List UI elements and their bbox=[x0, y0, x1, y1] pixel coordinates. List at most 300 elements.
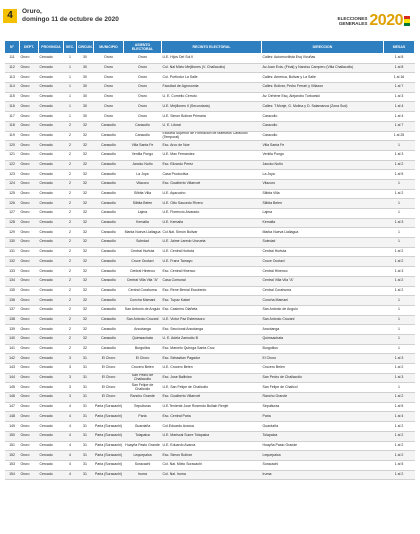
table-cell: Oruro bbox=[94, 102, 124, 112]
table-row bbox=[5, 422, 415, 432]
table-cell: 31 bbox=[77, 422, 94, 432]
table-cell: 129 bbox=[5, 228, 20, 238]
table-cell: Oruro bbox=[20, 102, 39, 112]
table-cell: Oruro bbox=[20, 305, 39, 315]
table-cell: 1 al 8 bbox=[384, 54, 415, 64]
table-cell: Esc. Gualberto Villarroel bbox=[162, 179, 262, 189]
table-cell: Caracollo bbox=[94, 247, 124, 257]
table-cell: 1 al 2 bbox=[384, 441, 415, 451]
table-cell: 1 al 2 bbox=[384, 451, 415, 461]
table-cell: 1 al 4 bbox=[384, 412, 415, 422]
table-cell: Central Hurtuta bbox=[124, 247, 162, 257]
table-cell: 1 al 7 bbox=[384, 83, 415, 93]
table-cell: Caracollo bbox=[94, 228, 124, 238]
table-cell: Jancko Nuño bbox=[124, 160, 162, 170]
table-cell: 1 al 3 bbox=[384, 150, 415, 160]
table-cell: Lequepalca bbox=[262, 451, 384, 461]
table-cell: 1 bbox=[384, 383, 415, 393]
table-cell: Esc. Casimiro Olañeta bbox=[162, 305, 262, 315]
table-cell: 114 bbox=[5, 83, 20, 93]
table-cell: 30 bbox=[77, 54, 94, 64]
table-cell: Oruro bbox=[20, 383, 39, 393]
table-cell: 2 bbox=[64, 296, 77, 306]
table-row bbox=[5, 54, 415, 64]
table-cell: Cercado bbox=[39, 247, 64, 257]
table-cell: Oruro bbox=[20, 199, 39, 209]
table-cell: Caracollo bbox=[94, 238, 124, 248]
table-row bbox=[5, 383, 415, 393]
table-cell: Central Corahuma bbox=[124, 286, 162, 296]
table-row bbox=[5, 267, 415, 277]
table-cell: 117 bbox=[5, 112, 20, 122]
table-row bbox=[5, 364, 415, 374]
table-cell: 32 bbox=[77, 276, 94, 286]
table-cell: 1 al 5 bbox=[384, 460, 415, 470]
table-cell: 151 bbox=[5, 441, 20, 451]
table-cell: 32 bbox=[77, 160, 94, 170]
table-cell: 1 al 2 bbox=[384, 160, 415, 170]
table-cell: El Choro bbox=[124, 354, 162, 364]
table-row bbox=[5, 451, 415, 461]
table-cell: Silbita Belen bbox=[124, 199, 162, 209]
table-cell: Soledad bbox=[262, 238, 384, 248]
table-cell: 3 bbox=[64, 354, 77, 364]
table-cell: 2 bbox=[64, 238, 77, 248]
table-row bbox=[5, 286, 415, 296]
table-cell: Central Hinenco bbox=[262, 267, 384, 277]
table-cell: U.E. Otto Saucedo Rivero bbox=[162, 199, 262, 209]
table-cell: Col.Eduardo Avaroa bbox=[162, 422, 262, 432]
table-cell: Caracollo bbox=[94, 305, 124, 315]
table-cell: Esc. Tupac Katari bbox=[162, 296, 262, 306]
table-cell: 1 al 4 bbox=[384, 112, 415, 122]
table-cell: Oruro bbox=[124, 73, 162, 83]
table-cell: San Antonio Cruzani bbox=[124, 315, 162, 325]
table-row bbox=[5, 189, 415, 199]
table-cell: Av. Dehene Esq. Alejandro Turtowski bbox=[262, 92, 384, 102]
table-cell: Central Hinenco bbox=[124, 267, 162, 277]
table-cell: 32 bbox=[77, 228, 94, 238]
table-cell: Oruro bbox=[124, 63, 162, 73]
table-cell: 31 bbox=[77, 470, 94, 480]
table-cell: Cercado bbox=[39, 160, 64, 170]
table-row bbox=[5, 305, 415, 315]
table-cell: 1 al 4 bbox=[384, 102, 415, 112]
table-cell: 32 bbox=[77, 296, 94, 306]
table-cell: 4 bbox=[64, 431, 77, 441]
table-cell: Sepulturas bbox=[124, 402, 162, 412]
table-cell: 154 bbox=[5, 470, 20, 480]
table-cell: 2 bbox=[64, 276, 77, 286]
table-cell: Oruro bbox=[20, 470, 39, 480]
table-cell: 2 bbox=[64, 286, 77, 296]
table-cell: Central Hurtuta bbox=[262, 247, 384, 257]
table-cell: Ancotanga bbox=[124, 325, 162, 335]
table-row bbox=[5, 63, 415, 73]
table-cell: Oruro bbox=[20, 121, 39, 131]
table-cell: Oruro bbox=[20, 460, 39, 470]
table-cell: Oruro bbox=[20, 286, 39, 296]
table-cell: 140 bbox=[5, 334, 20, 344]
table-cell: 31 bbox=[77, 373, 94, 383]
table-cell: Cercado bbox=[39, 383, 64, 393]
table-cell: 123 bbox=[5, 170, 20, 180]
table-cell: Cercado bbox=[39, 451, 64, 461]
table-row bbox=[5, 112, 415, 122]
table-cell: La Joya bbox=[124, 170, 162, 180]
polling-stations-table bbox=[4, 40, 415, 480]
table-cell: 2 bbox=[64, 305, 77, 315]
table-cell: Cercado bbox=[39, 54, 64, 64]
table-cell: Guardaña bbox=[262, 422, 384, 432]
table-cell: Cercado bbox=[39, 422, 64, 432]
table-cell: Cercado bbox=[39, 402, 64, 412]
table-cell: Av.Juan Evia. (Final) y Narciso Campero (Villa Challacollo) bbox=[262, 63, 384, 73]
table-cell: Concha Mamani bbox=[262, 296, 384, 306]
table-cell: Caracollo bbox=[94, 179, 124, 189]
table-row bbox=[5, 73, 415, 83]
table-cell: U.E. Crucero Belen bbox=[162, 364, 262, 374]
table-cell: Central Villa Vila "A" bbox=[124, 276, 162, 286]
table-cell: San Felipe de Chalicollo bbox=[124, 383, 162, 393]
table-cell: Cercado bbox=[39, 344, 64, 354]
table-cell: 1 bbox=[384, 305, 415, 315]
table-cell: Cercado bbox=[39, 170, 64, 180]
table-cell: Vilacoro bbox=[124, 179, 162, 189]
table-cell: U.E. Eduardo Avaroa bbox=[162, 441, 262, 451]
table-cell: Paria (Soracachi) bbox=[94, 402, 124, 412]
table-cell: Oruro bbox=[20, 73, 39, 83]
table-cell: Calles: Bolivar, Pedro Ferrari y Villazon bbox=[262, 83, 384, 93]
table-cell: Oruro bbox=[20, 170, 39, 180]
table-cell: 32 bbox=[77, 199, 94, 209]
table-cell: 2 bbox=[64, 209, 77, 219]
table-cell: Cercado bbox=[39, 102, 64, 112]
table-cell: Caracollo bbox=[94, 189, 124, 199]
table-cell: 2 bbox=[64, 170, 77, 180]
table-row bbox=[5, 334, 415, 344]
table-cell: 111 bbox=[5, 54, 20, 64]
table-cell: Caracollo bbox=[94, 286, 124, 296]
table-row bbox=[5, 460, 415, 470]
table-cell: Burguillos bbox=[262, 344, 384, 354]
table-cell: Paria (Soracachi) bbox=[94, 470, 124, 480]
table-cell: 115 bbox=[5, 92, 20, 102]
table-cell: Oruro bbox=[20, 267, 39, 277]
table-cell: Oruro bbox=[20, 334, 39, 344]
table-row bbox=[5, 92, 415, 102]
table-cell: 32 bbox=[77, 315, 94, 325]
table-cell: 4 bbox=[64, 451, 77, 461]
table-row bbox=[5, 325, 415, 335]
table-cell: Caracollo bbox=[94, 209, 124, 219]
table-cell: 2 bbox=[64, 247, 77, 257]
table-cell: Calles: T.Monje, G. Molina y D. Salamanca (Zona Sud) bbox=[262, 102, 384, 112]
table-cell: U.E. Ayacucho bbox=[162, 189, 262, 199]
table-cell: 1 bbox=[64, 63, 77, 73]
table-cell: 135 bbox=[5, 286, 20, 296]
table-cell: 31 bbox=[77, 412, 94, 422]
table-cell: Oruro bbox=[20, 54, 39, 64]
table-cell: Caracollo bbox=[94, 267, 124, 277]
table-cell: San Antonio Cruzani bbox=[262, 315, 384, 325]
table-cell: Oruro bbox=[20, 63, 39, 73]
table-cell: 30 bbox=[77, 92, 94, 102]
column-header: DEPT. bbox=[20, 41, 39, 54]
column-header: N° bbox=[5, 41, 20, 54]
table-cell: 1 al 2 bbox=[384, 189, 415, 199]
column-header: ASIENTO ELECTORAL bbox=[124, 41, 162, 54]
table-cell: Paria bbox=[262, 412, 384, 422]
table-row bbox=[5, 276, 415, 286]
table-row bbox=[5, 402, 415, 412]
table-cell: Oruro bbox=[124, 83, 162, 93]
table-cell: 32 bbox=[77, 344, 94, 354]
table-cell: 2 bbox=[64, 199, 77, 209]
column-header: CIRCUN. bbox=[77, 41, 94, 54]
table-cell: 2 bbox=[64, 257, 77, 267]
table-cell: 2 bbox=[64, 344, 77, 354]
elections-logo bbox=[338, 12, 410, 30]
table-cell: 32 bbox=[77, 141, 94, 151]
table-cell: Lequepalca bbox=[124, 451, 162, 461]
column-header: MUNICIPIO bbox=[94, 41, 124, 54]
table-cell: Iruma bbox=[124, 470, 162, 480]
table-cell: 4 bbox=[64, 470, 77, 480]
table-cell: Oruro bbox=[20, 354, 39, 364]
table-cell: 144 bbox=[5, 373, 20, 383]
table-cell: 1 bbox=[384, 199, 415, 209]
table-cell: Oruro bbox=[94, 83, 124, 93]
table-cell: Caracollo bbox=[94, 296, 124, 306]
table-cell: 1 al 2 bbox=[384, 393, 415, 403]
table-cell: Oruro bbox=[94, 63, 124, 73]
table-cell: Iruma bbox=[262, 470, 384, 480]
table-cell: Cercado bbox=[39, 325, 64, 335]
table-cell: Cercado bbox=[39, 238, 64, 248]
table-cell: Kemalla bbox=[124, 218, 162, 228]
table-cell: 2 bbox=[64, 141, 77, 151]
table-cell: 2 bbox=[64, 131, 77, 141]
table-cell: Cercado bbox=[39, 228, 64, 238]
table-cell: 149 bbox=[5, 422, 20, 432]
table-cell: Tolapalca bbox=[262, 431, 384, 441]
table-cell: Cercado bbox=[39, 334, 64, 344]
table-row bbox=[5, 131, 415, 141]
table-cell: 31 bbox=[77, 451, 94, 461]
table-cell: Villa Santa Fe bbox=[262, 141, 384, 151]
table-cell: 31 bbox=[77, 364, 94, 374]
table-cell: Cercado bbox=[39, 73, 64, 83]
table-cell: Oruro bbox=[20, 228, 39, 238]
table-cell: El Choro bbox=[262, 354, 384, 364]
table-cell: Esc. Seccional Ancotanga bbox=[162, 325, 262, 335]
table-cell: 1 bbox=[384, 209, 415, 219]
table-cell: Oruro bbox=[20, 296, 39, 306]
table-cell: Silbita Villa bbox=[262, 189, 384, 199]
table-cell: Crucero Belen bbox=[124, 364, 162, 374]
table-cell: Oruro bbox=[20, 160, 39, 170]
table-cell: Lajma bbox=[124, 209, 162, 219]
table-cell: 113 bbox=[5, 73, 20, 83]
table-cell: Cercado bbox=[39, 305, 64, 315]
table-cell: Rancho Grande bbox=[124, 393, 162, 403]
table-cell: Oruro bbox=[20, 422, 39, 432]
table-cell: Caracollo bbox=[124, 131, 162, 141]
table-cell: Oruro bbox=[20, 209, 39, 219]
header-row bbox=[5, 41, 415, 54]
table-cell: 2 bbox=[64, 160, 77, 170]
table-cell: 2 bbox=[64, 334, 77, 344]
table-cell: Cercado bbox=[39, 209, 64, 219]
table-cell: Cercado bbox=[39, 393, 64, 403]
table-cell: Guardaña bbox=[124, 422, 162, 432]
table-cell: Paria (Soracachi) bbox=[94, 451, 124, 461]
table-cell: 141 bbox=[5, 344, 20, 354]
table-row bbox=[5, 199, 415, 209]
table-cell: Villa Santa Fe bbox=[124, 141, 162, 151]
table-cell: 31 bbox=[77, 402, 94, 412]
table-cell: Calles: Automovilista Esq Vicuñas bbox=[262, 54, 384, 64]
table-cell: 153 bbox=[5, 460, 20, 470]
table-cell: Caracollo bbox=[262, 131, 384, 141]
page-number: 4 bbox=[3, 9, 17, 23]
table-cell: U.E. Victor Paz Estenssoro bbox=[162, 315, 262, 325]
table-cell: 32 bbox=[77, 267, 94, 277]
table-cell: Caracollo bbox=[94, 150, 124, 160]
table-cell: 32 bbox=[77, 209, 94, 219]
table-cell: 31 bbox=[77, 393, 94, 403]
table-cell: Esc. Simon Bolivar bbox=[162, 451, 262, 461]
table-cell: 2 bbox=[64, 189, 77, 199]
table-cell: Col. Nal Mixto Mejillones (V. Challacollo) bbox=[162, 63, 262, 73]
table-cell: U.E. San Felipe de Chalicollo bbox=[162, 383, 262, 393]
table-cell: U.E. Max Fernandez bbox=[162, 150, 262, 160]
table-cell: 127 bbox=[5, 209, 20, 219]
table-row bbox=[5, 344, 415, 354]
table-row bbox=[5, 257, 415, 267]
table-cell: U.E. Florencio Alvarado bbox=[162, 209, 262, 219]
table-cell: Marka Nueva Llallagua bbox=[124, 228, 162, 238]
table-cell: Cercado bbox=[39, 218, 64, 228]
table-cell: 31 bbox=[77, 431, 94, 441]
table-cell: 1 bbox=[384, 296, 415, 306]
table-cell: Huayña Pasto Grande bbox=[262, 441, 384, 451]
table-cell: 1 al 2 bbox=[384, 470, 415, 480]
table-cell: 1 al 2 bbox=[384, 276, 415, 286]
table-cell: Cercado bbox=[39, 121, 64, 131]
table-row bbox=[5, 141, 415, 151]
table-cell: Cercado bbox=[39, 179, 64, 189]
table-cell: Esc. Elizardo Perez bbox=[162, 160, 262, 170]
table-cell: 125 bbox=[5, 189, 20, 199]
table-cell: Calles: America, Bolivar y La Salle bbox=[262, 73, 384, 83]
table-cell: Caracollo bbox=[94, 160, 124, 170]
table-cell: Oruro bbox=[20, 92, 39, 102]
table-cell: 32 bbox=[77, 121, 94, 131]
table-cell: 1 al 16 bbox=[384, 73, 415, 83]
table-cell: Esc. Central Paria bbox=[162, 412, 262, 422]
table-cell: Oruro bbox=[20, 431, 39, 441]
table-row bbox=[5, 150, 415, 160]
table-cell: Caracollo bbox=[94, 141, 124, 151]
table-cell: 32 bbox=[77, 257, 94, 267]
table-cell: Esc. Central Hinenco bbox=[162, 267, 262, 277]
table-cell: U.E. Hijos Del Sol II bbox=[162, 54, 262, 64]
column-header: PROVINCIA bbox=[39, 41, 64, 54]
table-row bbox=[5, 102, 415, 112]
bolivia-flag-icon bbox=[404, 16, 410, 26]
table-cell: Oruro bbox=[20, 441, 39, 451]
table-row bbox=[5, 121, 415, 131]
table-cell: Quimsachata bbox=[262, 334, 384, 344]
table-cell: 1 bbox=[64, 73, 77, 83]
table-cell: Oruro bbox=[124, 92, 162, 102]
table-cell: 122 bbox=[5, 160, 20, 170]
table-cell: El Choro bbox=[94, 383, 124, 393]
table-cell: Cercado bbox=[39, 431, 64, 441]
table-cell: Cercado bbox=[39, 63, 64, 73]
table-cell: 30 bbox=[77, 73, 94, 83]
table-row bbox=[5, 160, 415, 170]
logo-line1: ELECCIONES bbox=[337, 16, 368, 21]
table-cell: U.E. Simon Bolivar Primaria bbox=[162, 112, 262, 122]
table-cell: 31 bbox=[77, 383, 94, 393]
table-cell: 1 bbox=[64, 83, 77, 93]
table-cell: Oruro bbox=[20, 238, 39, 248]
table-cell: Cercado bbox=[39, 83, 64, 93]
table-cell: 138 bbox=[5, 315, 20, 325]
table-cell: 1 bbox=[384, 238, 415, 248]
table-cell: Oruro bbox=[20, 150, 39, 160]
table-cell: 1 bbox=[384, 315, 415, 325]
table-cell: Oruro bbox=[20, 257, 39, 267]
table-cell: Caracollo bbox=[94, 325, 124, 335]
table-cell: Oruro bbox=[20, 373, 39, 383]
table-cell: 133 bbox=[5, 267, 20, 277]
table-cell: Silbita Villa bbox=[124, 189, 162, 199]
table-cell: 1 al 8 bbox=[384, 63, 415, 73]
table-cell: Paria (Soracachi) bbox=[94, 412, 124, 422]
page-header bbox=[0, 0, 420, 36]
table-cell: 3 bbox=[64, 383, 77, 393]
table-cell: Col. Nal. Mixto Soracachi bbox=[162, 460, 262, 470]
table-cell: El Choro bbox=[94, 373, 124, 383]
table-cell: 1 bbox=[64, 112, 77, 122]
table-cell: Cercado bbox=[39, 189, 64, 199]
table-cell: Cercado bbox=[39, 267, 64, 277]
table-cell: 32 bbox=[77, 179, 94, 189]
table-cell: Soledad bbox=[124, 238, 162, 248]
table-cell: Cercado bbox=[39, 131, 64, 141]
table-cell: Venilla Pongo bbox=[124, 150, 162, 160]
table-cell: 1 al 2 bbox=[384, 257, 415, 267]
table-row bbox=[5, 431, 415, 441]
table-row bbox=[5, 83, 415, 93]
logo-line2: GENERALES bbox=[338, 21, 368, 26]
table-row bbox=[5, 218, 415, 228]
table-cell: 1 al 2 bbox=[384, 286, 415, 296]
table-cell: U. E. Adela Zamudio B bbox=[162, 334, 262, 344]
table-cell: Oruro bbox=[20, 141, 39, 151]
table-cell: Caracollo bbox=[262, 112, 384, 122]
table-cell: Oruro bbox=[124, 102, 162, 112]
table-cell: 2 bbox=[64, 218, 77, 228]
table-row bbox=[5, 296, 415, 306]
table-cell: 4 bbox=[64, 441, 77, 451]
table-cell: Col. Nal. Iruma bbox=[162, 470, 262, 480]
table-cell: Silbita Belen bbox=[262, 199, 384, 209]
